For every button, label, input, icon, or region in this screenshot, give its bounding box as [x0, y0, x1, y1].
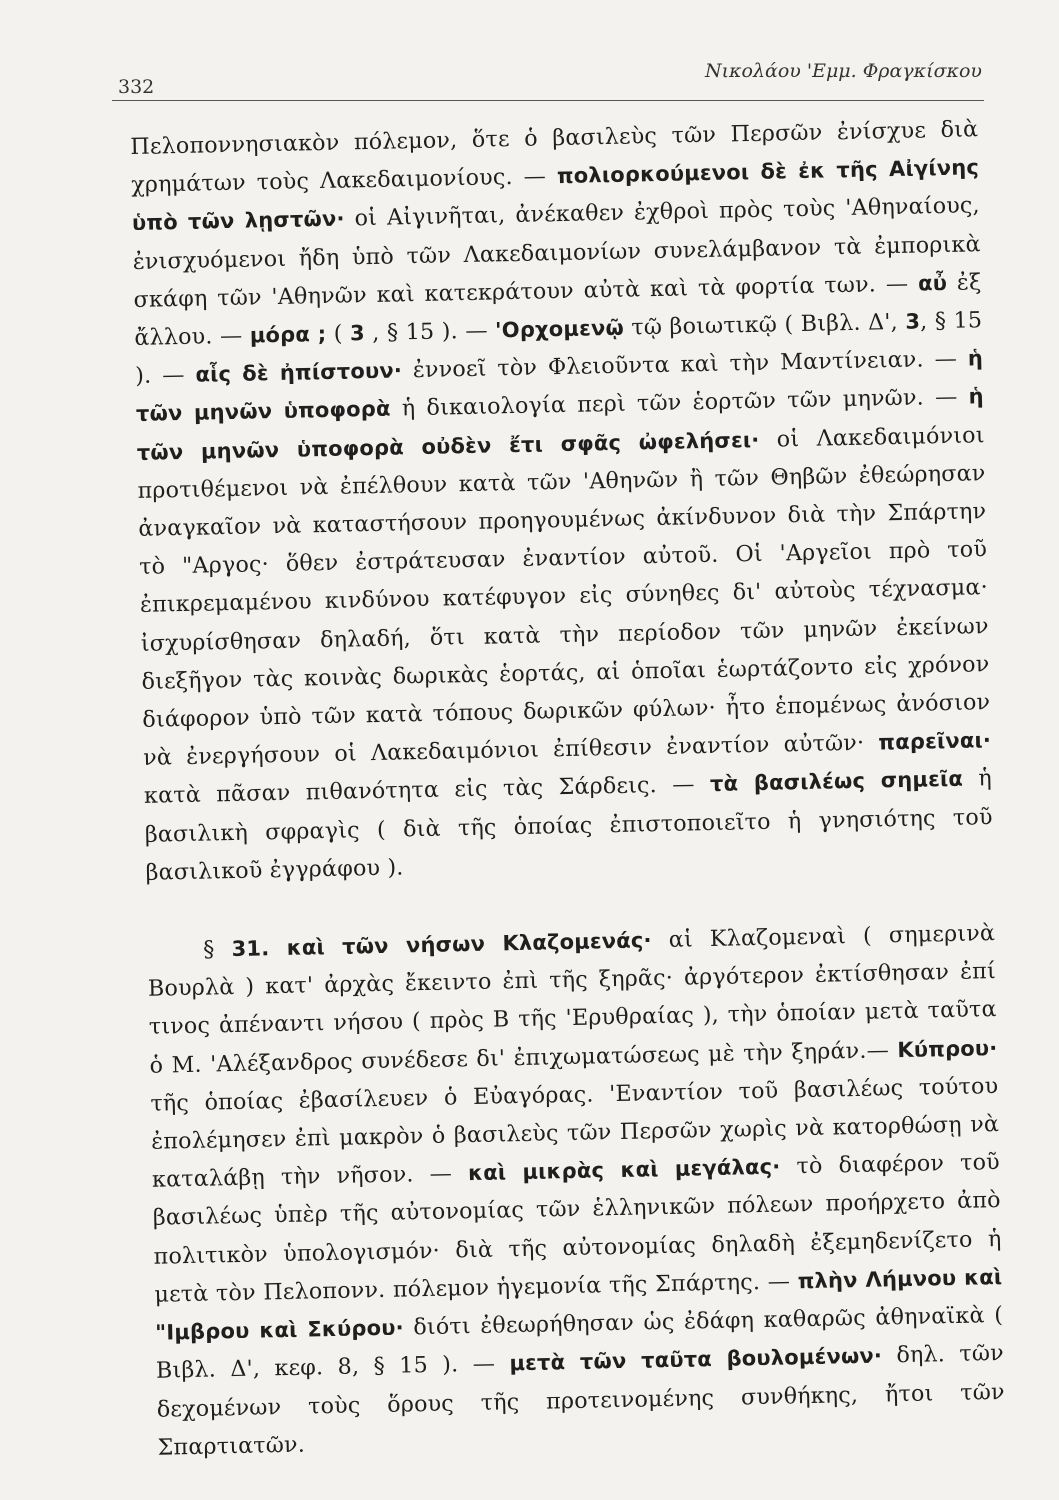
bold-lemma: πλὴν Λήμνου καὶ "Ιμβρου καὶ Σκύρου· [154, 1264, 1003, 1345]
bold-lemma: τὰ βασιλέως σημεῖα [709, 767, 964, 797]
paragraph-2 [147, 914, 1006, 1466]
bold-lemma: 3 [905, 309, 921, 334]
text-run: ἡ δικαιολογία περὶ τῶν ἑορτῶν τῶν μηνῶν. — [390, 383, 969, 423]
page-header [112, 50, 982, 96]
bold-lemma: αὖ [917, 270, 948, 296]
bold-lemma: μετὰ τῶν ταῦτα βουλομένων· [509, 1343, 883, 1376]
page-number: 332 [118, 76, 155, 98]
text-run: δηλ. τῶν δεχομένων τοὺς ὅρους τῆς προτεινομένης συνθήκης, ἤτοι τῶν Σπαρτιατῶν. [156, 1340, 1005, 1461]
header-rule [112, 100, 984, 101]
bold-lemma: 'Ορχομενῷ [494, 315, 625, 343]
bold-lemma: πολιορκούμενοι δὲ ἐκ τῆς Αἰγίνης ὑπὸ τῶν λῃστῶν· [131, 155, 980, 236]
bold-lemma: παρεῖναι· [878, 728, 992, 755]
bold-lemma: Κύπρου· [897, 1035, 998, 1062]
text-run: ( [326, 320, 351, 347]
bold-lemma: ἡ τῶν μηνῶν ὑποφορὰ [135, 346, 984, 427]
text-run: τῷ βοιωτικῷ ( Βιβλ. Δ', [623, 308, 906, 341]
text-run: οἱ Αἰγινῆται, ἀνέκαθεν ἐχθροὶ πρὸς τοὺς 'Αθηναίους, ἐνισχυόμενοι ἤδη ὑπὸ τῶν Λακεδαιμονίων συνελάμβανον τὰ ἐμπορικὰ σκάφη τῶν 'Αθηνῶν καὶ κατεκράτουν αὐτὰ καὶ τὰ φορτία των. — [132, 192, 981, 313]
text-run: τὸ διαφέρον τοῦ βασιλέως ὑπὲρ τῆς αὐτονομίας τῶν ἑλληνικῶν πόλεων προήρχετο ἀπὸ πολιτικὸν ὑπολογισμόν· διὰ τῆς αὐτονομίας δηλαδὴ ἐξεμηδενίζετο ἡ μετὰ τὸν Πελοπονν. πόλεμον ἡγεμονία τῆς Σπάρτης. — [152, 1149, 1002, 1308]
bold-lemma: 31. καὶ τῶν νήσων Κλαζομενάς· [231, 928, 652, 962]
text-run: αἱ Κλαζομεναὶ ( σημερινὰ Βουρλὰ ) κατ' ἀρχὰς ἔκειντο ἐπὶ τῆς ξηρᾶς· ἀργότερον ἐκτίσθησαν ἐπί τινος ἀπέναντι νήσου ( πρὸς Β τῆς 'Ερυθραίας ), τὴν ὁποίαν μετὰ ταῦτα ὁ Μ. 'Αλέξανδρος συνέδεσε δι' ἐπιχωματώσεως μὲ τὴν ξηράν.— [147, 920, 997, 1079]
text-run: ἐννοεῖ τὸν Φλειοῦντα καὶ τὴν Μαντίνειαν. — [401, 345, 969, 384]
bold-lemma: ἡ τῶν μηνῶν ὑποφορὰ οὐδὲν ἔτι σφᾶς ὠφελήσει· [136, 384, 985, 465]
text-run: § [202, 936, 232, 963]
text-run: ἐξ ἄλλου. — [134, 269, 982, 351]
bold-lemma: μόρα ; [249, 321, 327, 348]
text-run: , § 15 ). — [364, 317, 496, 347]
text-run: οἱ Λακεδαιμόνιοι προτιθέμενοι νὰ ἐπέλθουν κατὰ τῶν 'Αθηνῶν ἢ τῶν Θηβῶν ἐθεώρησαν ἀναγκαῖον νὰ καταστήσουν προηγουμένως ἀκίνδυνον διὰ τὴν Σπάρτην τὸ "Αργος· ὅθεν ἐστράτευσαν ἐναντίον αὐτοῦ. Οἱ 'Αργεῖοι πρὸ τοῦ ἐπικρεμαμένου κινδύνου κατέφυγον εἰς σύνηθες δι' αὐτοὺς τέχνασμα· ἰσχυρίσθησαν δηλαδή, ὅτι κατὰ τὴν περίοδον τῶν μηνῶν ἐκείνων διεξῆγον τὰς κοινὰς δωρικὰς ἑορτάς, αἱ ὁποῖαι ἑωρτάζοντο εἰς χρόνον διάφορον ὑπὸ τῶν κατὰ τόπους δωρικῶν φύλων· ἦτο ἑπομένως ἀνόσιον νὰ ἐνεργήσουν οἱ Λακεδαιμόνιοι ἐπίθεσιν ἐναντίον αὐτῶν· [137, 421, 991, 772]
paragraph-1 [130, 110, 994, 892]
text-run: διότι ἐθεωρήθησαν ὡς ἐδάφη καθαρῶς ἀθηναϊκὰ ( Βιβλ. Δ', κεφ. 8, § 15 ). — [155, 1302, 1004, 1385]
body-text [130, 110, 1006, 1466]
bold-lemma: καὶ μικρὰς καὶ μεγάλας· [467, 1154, 781, 1186]
text-run: τῆς ὁποίας ἐβασίλευεν ὁ Εὐαγόρας. 'Εναντίον τοῦ βασιλέως τούτου ἐπολέμησεν ἐπὶ μακρὸν ὁ βασιλεὺς τῶν Περσῶν χωρὶς νὰ κατορθώσῃ νὰ καταλάβῃ τὴν νῆσον. — [150, 1072, 1000, 1194]
bold-lemma: 3 [349, 321, 366, 346]
text-run: κατὰ πᾶσαν πιθανότητα εἰς τὰς Σάρδεις. — [143, 771, 711, 810]
text-run: , § 15 ). — [134, 307, 983, 390]
running-head: Νικολάου 'Εμμ. Φραγκίσκου [704, 60, 982, 82]
bold-lemma: αἷς δὲ ἠπίστουν· [195, 358, 403, 387]
text-run: Πελοποννησιακὸν πόλεμον, ὅτε ὁ βασιλεὺς τῶν Περσῶν ἐνίσχυε διὰ χρημάτων τοὺς Λακεδαιμονίους. — [130, 116, 979, 199]
text-run: ἡ βασιλικὴ σφραγὶς ( διὰ τῆς ὁποίας ἐπιστοποιεῖτο ἡ γνησιότης τοῦ βασιλικοῦ ἐγγράφου ). [144, 765, 993, 886]
